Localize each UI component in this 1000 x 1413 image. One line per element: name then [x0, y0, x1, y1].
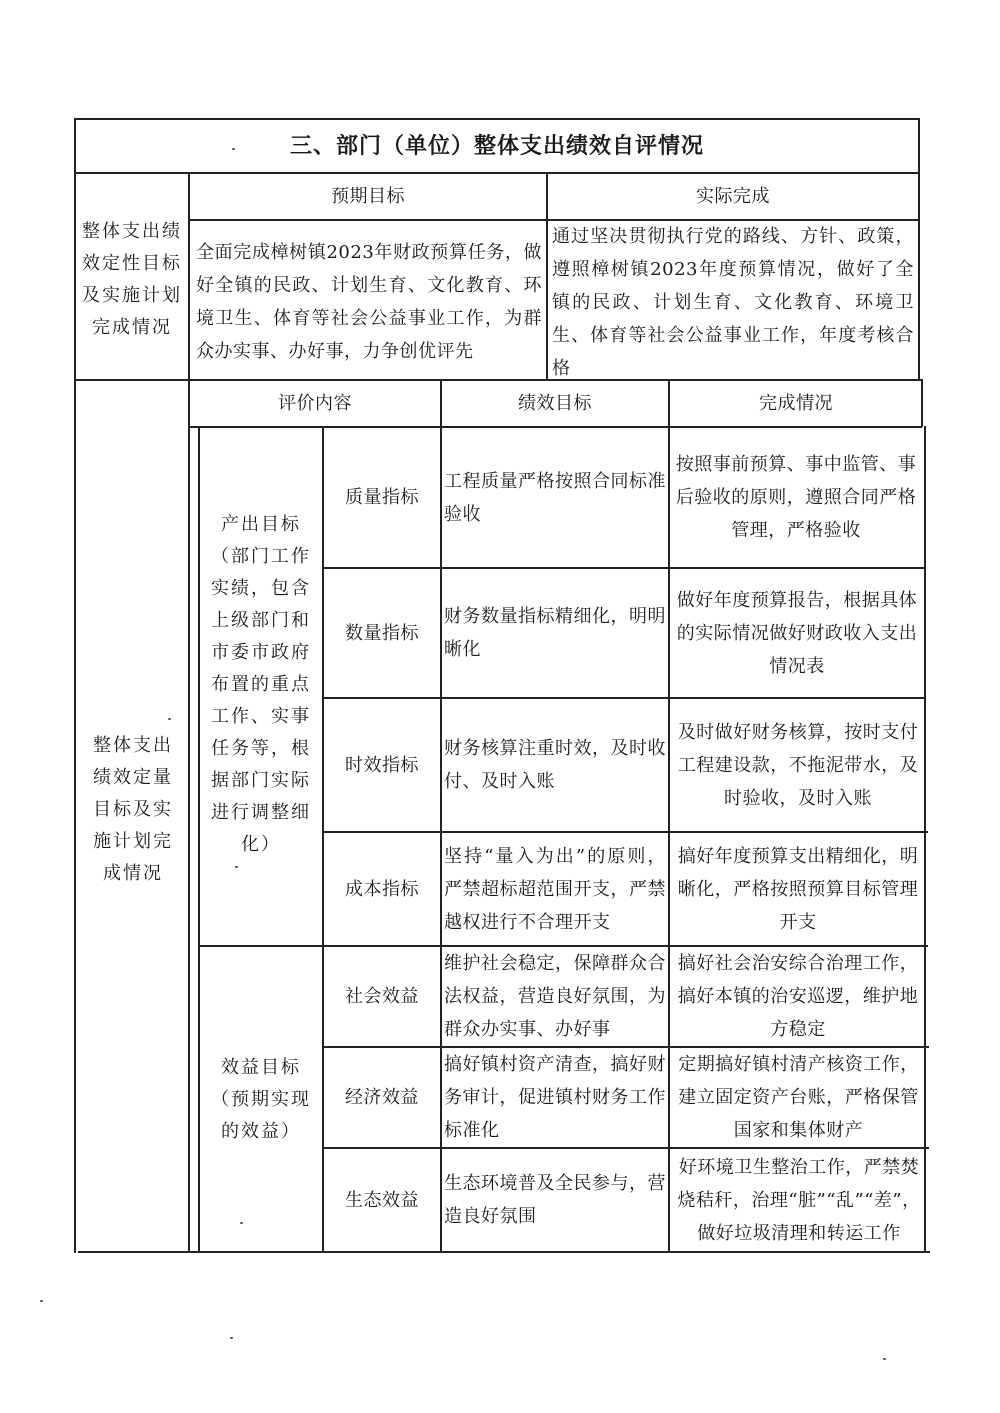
qualitative-row-label: 整体支出绩效定性目标及实施计划完成情况	[82, 221, 182, 338]
target-timeliness: 财务核算注重时效，及时收付、及时入账	[444, 738, 666, 792]
scan-speck	[235, 866, 238, 868]
target-quantity: 财务数量指标精细化，明明晰化	[444, 606, 666, 660]
expected-goal-text: 全面完成樟树镇2023年财政预算任务，做好全镇的民政、计划生育、文化教育、环境卫生、体育等社会公益事业工作，为群众办实事、办好事，力争创优评先	[196, 242, 542, 362]
scan-speck	[883, 1358, 886, 1360]
indicator-cost: 成本指标	[345, 878, 419, 900]
target-ecological: 生态环境普及全民参与，营造良好氛围	[444, 1173, 666, 1227]
completion-quality: 按照事前预算、事中监管、事后验收的原则，遵照合同严格管理，严格验收	[675, 454, 917, 541]
output-group-label: 产出目标（部门工作实绩，包含上级部门和市委市政府布置的重点工作、实事任务等，根据部门实际进行调整细化）	[211, 514, 311, 855]
target-economic: 搞好镇村资产清查，搞好财务审计，促进镇村财务工作标准化	[444, 1054, 666, 1141]
target-cost: 坚持“量入为出”的原则，严禁超标超范围开支，严禁越权进行不合理开支	[444, 845, 666, 933]
table-rule	[188, 172, 190, 1253]
actual-completion-header: 实际完成	[696, 186, 770, 207]
benefit-group-label: 效益目标（预期实现的效益）	[211, 1057, 311, 1142]
completion-cost: 搞好年度预算支出精细化，明晰化，严格按照预算目标管理开支	[677, 845, 919, 933]
completion-quantity: 做好年度预算报告，根据具体的实际情况做好财政收入支出情况表	[676, 589, 918, 677]
completion-economic: 定期搞好镇村清产核资工作，建立固定资产台账，严格保管国家和集体财产	[678, 1054, 919, 1141]
indicator-social: 社会效益	[345, 986, 419, 1007]
expected-goal-header: 预期目标	[331, 186, 405, 207]
target-social: 维护社会稳定，保障群众合法权益，营造良好氛围，为群众办实事、办好事	[444, 953, 666, 1040]
target-quality: 工程质量严格按照合同标准验收	[444, 470, 666, 525]
table-border-left	[74, 118, 76, 1253]
completion-timeliness: 及时做好财务核算，按时支付工程建设款，不拖泥带水，及时验收，及时入账	[677, 721, 919, 809]
scan-speck	[40, 1300, 43, 1302]
indicator-quantity: 数量指标	[345, 622, 419, 644]
evaluation-content-header: 评价内容	[278, 393, 352, 414]
scan-speck	[230, 1337, 233, 1339]
table-rule	[440, 379, 442, 1253]
completion-header: 完成情况	[759, 393, 833, 414]
table-border-right	[918, 118, 920, 380]
indicator-quality: 质量指标	[345, 487, 419, 508]
indicator-ecological: 生态效益	[345, 1189, 419, 1211]
completion-ecological: 好环境卫生整治工作，严禁焚烧秸秆，治理“脏”“乱”“差”，做好垃圾清理和转运工作	[677, 1156, 921, 1244]
table-border-bottom	[78, 1251, 930, 1253]
scan-speck	[232, 148, 235, 150]
indicator-timeliness: 时效指标	[345, 754, 419, 776]
scan-speck	[168, 718, 171, 720]
indicator-economic: 经济效益	[345, 1087, 419, 1108]
quantitative-row-label: 整体支出绩效定量目标及实施计划完成情况	[93, 735, 173, 884]
actual-completion-text: 通过坚决贯彻执行党的路线、方针、政策，遵照樟树镇2023年度预算情况，做好了全镇的民政、计划生育、文化教育、环境卫生、体育等社会公益事业工作，年度考核合格	[552, 225, 914, 379]
completion-social: 搞好社会治安综合治理工作，搞好本镇的治安巡逻，维护地方稳定	[677, 953, 919, 1040]
performance-target-header: 绩效目标	[518, 393, 592, 414]
section-title: 三、部门（单位）整体支出绩效自评情况	[289, 132, 704, 159]
scan-speck	[240, 1222, 243, 1224]
